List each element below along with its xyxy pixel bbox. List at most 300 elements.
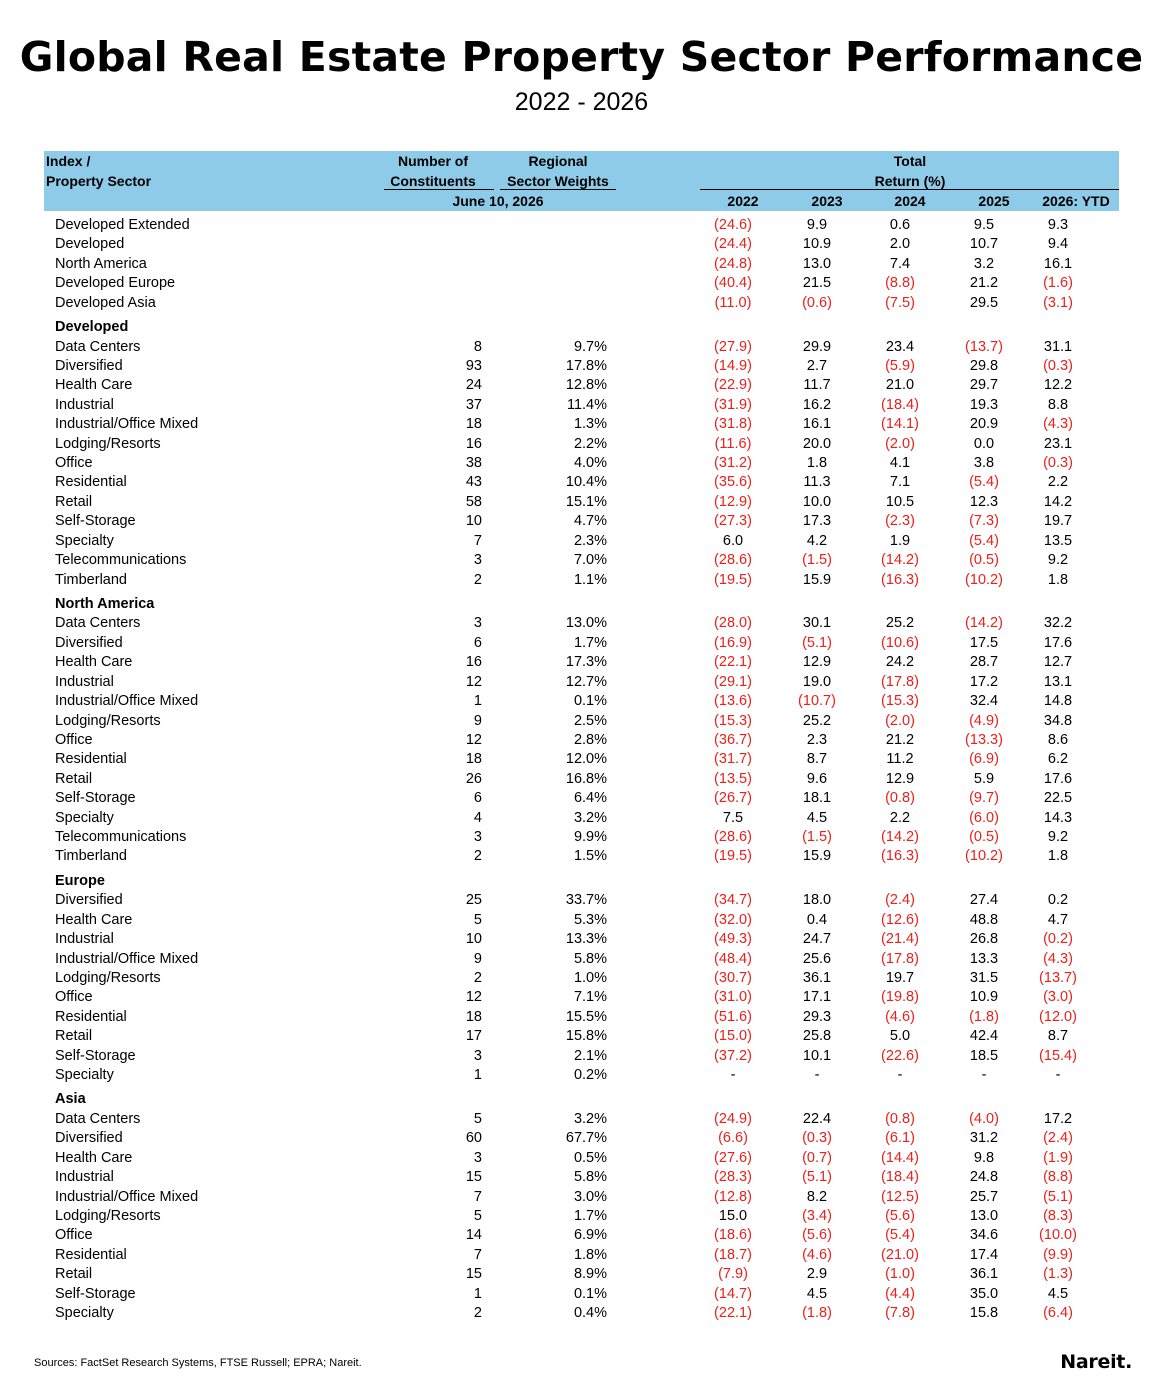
table-row — [0, 789, 1163, 808]
constituents-count: 43 — [465, 474, 482, 491]
return-value-2025: 3.2 — [973, 255, 995, 272]
table-row — [0, 1047, 1163, 1066]
return-value-2026-ytd: (4.3) — [1043, 950, 1073, 967]
return-value-2023: 21.5 — [802, 275, 832, 292]
return-value-2023: (5.1) — [802, 634, 832, 651]
sector-name: Residential — [55, 474, 127, 491]
return-value-2026-ytd: (1.6) — [1043, 275, 1073, 292]
sector-weight: 5.8% — [573, 950, 607, 967]
sector-weight: 12.7% — [565, 673, 607, 690]
return-value-2025: 12.3 — [969, 493, 999, 510]
sector-weight: 15.1% — [565, 493, 607, 510]
table-row — [0, 274, 1163, 293]
sector-weight: 3.0% — [573, 1188, 607, 1205]
return-value-2022: (29.1) — [714, 673, 752, 690]
sector-name: Retail — [55, 1028, 93, 1045]
return-value-2026-ytd: 8.6 — [1047, 731, 1069, 748]
table-row — [0, 692, 1163, 711]
return-value-2024: 5.0 — [889, 1028, 911, 1045]
return-value-2025: (5.4) — [969, 474, 999, 491]
sector-name: Self-Storage — [55, 1047, 136, 1064]
return-value-2024: (16.3) — [881, 571, 919, 588]
sector-weight: 10.4% — [565, 474, 607, 491]
table-row — [0, 1066, 1163, 1085]
return-value-2026-ytd: 22.5 — [1043, 790, 1073, 807]
sector-name: Retail — [55, 493, 93, 510]
return-value-2024: (1.0) — [885, 1266, 915, 1283]
return-value-2024: 12.9 — [885, 770, 915, 787]
return-value-2024: (2.0) — [885, 435, 915, 452]
return-value-2025: 9.8 — [973, 1149, 995, 1166]
table-row — [0, 396, 1163, 415]
constituents-count: 3 — [473, 829, 482, 846]
sector-weight: 11.4% — [566, 396, 607, 413]
return-value-2022: (27.9) — [714, 338, 752, 355]
return-value-2026-ytd: 17.6 — [1043, 634, 1073, 651]
return-value-2025: 24.8 — [969, 1169, 999, 1186]
table-row — [0, 1149, 1163, 1168]
sector-name: Self-Storage — [55, 790, 136, 807]
return-value-2025: 13.0 — [969, 1208, 999, 1224]
return-value-2025: (0.5) — [969, 552, 999, 569]
header-weights-line2: Sector Weights — [507, 173, 609, 189]
sector-name: Specialty — [55, 1067, 114, 1084]
sector-name: Residential — [55, 751, 127, 768]
return-value-2023: 13.0 — [802, 255, 832, 272]
return-value-2025: (6.9) — [969, 751, 999, 768]
return-value-2025: 29.5 — [969, 294, 999, 311]
return-value-2024: (2.4) — [885, 892, 915, 909]
return-value-2023: 11.7 — [803, 377, 831, 394]
sector-name: Office — [55, 989, 93, 1006]
sector-weight: 9.7% — [573, 338, 607, 355]
return-value-2025: (14.2) — [965, 615, 1003, 632]
return-value-2024: (7.5) — [885, 294, 915, 311]
table-row — [0, 435, 1163, 454]
table-header — [44, 151, 1119, 211]
sector-weight: 8.9% — [573, 1266, 607, 1283]
table-row — [0, 376, 1163, 395]
table-row — [0, 673, 1163, 692]
return-value-2023: 10.0 — [802, 493, 832, 510]
sector-weight: 3.2% — [573, 1110, 607, 1127]
constituents-count: 2 — [473, 969, 482, 986]
constituents-count: 8 — [473, 338, 482, 355]
sector-weight: 7.1% — [573, 989, 607, 1006]
return-value-2025: 20.9 — [969, 416, 999, 433]
return-value-2025: 13.3 — [969, 950, 999, 967]
sector-weight: 3.2% — [573, 809, 607, 826]
return-value-2024: (14.1) — [881, 416, 919, 433]
table-row — [0, 770, 1163, 789]
return-value-2022: (30.7) — [714, 969, 752, 986]
return-value-2023: 36.1 — [802, 969, 832, 986]
sector-weight: 0.2% — [573, 1067, 607, 1084]
table-row — [0, 235, 1163, 254]
return-value-2024: 19.7 — [885, 969, 915, 986]
sector-name: Industrial/Office Mixed — [55, 693, 199, 710]
sector-name: Office — [55, 731, 93, 748]
table-row — [0, 357, 1163, 376]
sector-weight: 1.3% — [573, 416, 607, 433]
return-value-2026-ytd: (8.3) — [1043, 1208, 1073, 1224]
return-value-2022: (28.6) — [714, 552, 752, 569]
return-value-2022: (28.0) — [714, 615, 752, 632]
sector-name: Timberland — [55, 848, 127, 865]
header-total-line2: Return (%) — [874, 173, 946, 189]
sector-weight: 4.7% — [573, 513, 607, 530]
return-value-2022: (51.6) — [714, 1008, 752, 1025]
header-weights-line1: Regional — [528, 153, 588, 169]
return-value-2023: 1.8 — [806, 455, 828, 472]
return-value-2026-ytd: (2.4) — [1043, 1130, 1073, 1147]
return-value-2026-ytd: 9.2 — [1047, 829, 1069, 846]
sector-name: Self-Storage — [55, 513, 136, 530]
return-value-2025: 36.1 — [969, 1266, 999, 1283]
table-row — [0, 216, 1163, 235]
sector-weight: 13.0% — [565, 615, 607, 632]
return-value-2023: 2.7 — [806, 357, 828, 374]
return-value-2022: (24.6) — [714, 217, 752, 233]
table-row — [0, 1246, 1163, 1265]
return-value-2024: - — [897, 1067, 903, 1084]
constituents-count: 58 — [465, 493, 482, 510]
return-value-2026-ytd: (0.2) — [1043, 931, 1073, 948]
table-row — [0, 1027, 1163, 1046]
return-value-2024: (14.2) — [881, 552, 919, 569]
constituents-count: 18 — [465, 416, 482, 433]
return-value-2022: (22.9) — [714, 377, 752, 394]
constituents-count: 93 — [465, 357, 482, 374]
return-value-2024: (15.3) — [881, 693, 919, 710]
return-value-2025: 18.5 — [969, 1047, 999, 1064]
return-value-2023: (1.5) — [802, 829, 832, 846]
return-value-2023: 18.0 — [802, 892, 832, 909]
constituents-count: 24 — [465, 377, 482, 394]
table-row — [0, 828, 1163, 847]
header-date: June 10, 2026 — [452, 193, 544, 209]
sector-weight: 2.1% — [573, 1047, 607, 1064]
table-row — [0, 988, 1163, 1007]
sources-note: Sources: FactSet Research Systems, FTSE Russell; EPRA; Nareit. — [34, 1357, 362, 1369]
table-row — [0, 1207, 1163, 1226]
return-value-2023: (0.6) — [802, 294, 832, 311]
return-value-2023: (0.3) — [802, 1130, 832, 1147]
table-row — [0, 571, 1163, 590]
sector-name: Industrial — [55, 396, 114, 413]
table-row — [0, 950, 1163, 969]
sector-name: Developed Extended — [55, 217, 190, 233]
return-value-2026-ytd: 13.5 — [1043, 532, 1073, 549]
return-value-2024: 21.2 — [885, 731, 915, 748]
return-value-2026-ytd: 12.2 — [1043, 377, 1073, 394]
return-value-2024: (22.6) — [881, 1047, 919, 1064]
sector-weight: 0.1% — [573, 693, 607, 710]
return-value-2022: (35.6) — [714, 474, 752, 491]
sector-name: Specialty — [55, 809, 114, 826]
constituents-count: 7 — [473, 1188, 482, 1205]
header-year-2023: 2023 — [811, 193, 843, 209]
return-value-2022: (18.6) — [714, 1227, 752, 1244]
return-value-2024: (2.3) — [885, 513, 915, 530]
return-value-2023: 19.0 — [802, 673, 832, 690]
constituents-count: 3 — [473, 1149, 482, 1166]
table-row — [0, 847, 1163, 866]
return-value-2026-ytd: 34.8 — [1043, 712, 1073, 729]
return-value-2026-ytd: 9.2 — [1047, 552, 1069, 569]
return-value-2022: (37.2) — [714, 1047, 752, 1064]
constituents-count: 10 — [465, 931, 482, 948]
sector-weight: 15.8% — [565, 1028, 607, 1045]
return-value-2024: (12.6) — [881, 911, 919, 928]
return-value-2026-ytd: 13.1 — [1043, 673, 1073, 690]
return-value-2023: (5.6) — [802, 1227, 832, 1244]
return-value-2025: 29.8 — [969, 357, 999, 374]
sector-name: Lodging/Resorts — [55, 969, 161, 986]
return-value-2025: 15.8 — [969, 1305, 999, 1322]
return-value-2026-ytd: 17.2 — [1043, 1110, 1073, 1127]
sector-weight: 1.1% — [573, 571, 607, 588]
return-value-2025: 31.5 — [969, 969, 999, 986]
sector-name: Industrial/Office Mixed — [55, 950, 199, 967]
header-year-2022: 2022 — [727, 193, 759, 209]
return-value-2022: (19.5) — [714, 571, 752, 588]
return-value-2023: 0.4 — [806, 911, 828, 928]
constituents-count: 9 — [473, 950, 482, 967]
sector-weight: 17.8% — [565, 357, 607, 374]
return-value-2026-ytd: 12.7 — [1043, 654, 1073, 671]
return-value-2024: (18.4) — [881, 1169, 919, 1186]
return-value-2025: (1.8) — [969, 1008, 999, 1025]
return-value-2025: 0.0 — [973, 435, 995, 452]
return-value-2023: (1.5) — [802, 552, 832, 569]
sector-name: Diversified — [55, 634, 123, 651]
return-value-2026-ytd: (0.3) — [1043, 455, 1073, 472]
return-value-2024: 11.2 — [886, 751, 914, 768]
sector-weight: 6.9% — [573, 1227, 607, 1244]
return-value-2025: (5.4) — [969, 532, 999, 549]
return-value-2024: (5.4) — [885, 1227, 915, 1244]
return-value-2023: 17.1 — [802, 989, 832, 1006]
table-row — [0, 1168, 1163, 1187]
constituents-count: 2 — [473, 848, 482, 865]
return-value-2022: (12.8) — [714, 1188, 752, 1205]
return-value-2026-ytd: 32.2 — [1043, 615, 1073, 632]
header-year-2024: 2024 — [894, 193, 926, 209]
return-value-2026-ytd: (10.0) — [1039, 1227, 1077, 1244]
return-value-2022: (31.9) — [714, 396, 752, 413]
constituents-count: 3 — [473, 1047, 482, 1064]
header-index-line1: Index / — [46, 153, 91, 169]
return-value-2024: 7.1 — [889, 474, 911, 491]
return-value-2023: 8.2 — [806, 1188, 828, 1205]
return-value-2022: (12.9) — [714, 493, 752, 510]
return-value-2023: 2.3 — [806, 731, 828, 748]
sector-name: Diversified — [55, 892, 123, 909]
sector-name: Retail — [55, 1266, 93, 1283]
return-value-2023: 15.9 — [802, 571, 832, 588]
table-row — [0, 473, 1163, 492]
sector-name: Residential — [55, 1008, 127, 1025]
sector-weight: 2.5% — [573, 712, 607, 729]
return-value-2026-ytd: 6.2 — [1047, 751, 1069, 768]
return-value-2023: 4.5 — [806, 809, 828, 826]
constituents-count: 25 — [465, 892, 482, 909]
return-value-2022: - — [730, 1067, 736, 1084]
constituents-count: 6 — [473, 790, 482, 807]
return-value-2025: (10.2) — [965, 848, 1003, 865]
weights-underline — [500, 189, 616, 190]
constituents-count: 5 — [473, 911, 482, 928]
constituents-count: 5 — [473, 1110, 482, 1127]
return-value-2026-ytd: 4.7 — [1047, 911, 1069, 928]
sector-name: North America — [55, 255, 147, 272]
return-value-2023: 9.6 — [806, 770, 828, 787]
return-value-2024: (18.4) — [881, 396, 919, 413]
sector-weight: 13.3% — [565, 931, 607, 948]
sector-weight: 17.3% — [565, 654, 607, 671]
return-value-2024: 4.1 — [889, 455, 911, 472]
return-value-2024: (0.8) — [885, 1110, 915, 1127]
return-value-2025: (10.2) — [965, 571, 1003, 588]
constituents-count: 12 — [465, 731, 482, 748]
return-value-2024: 10.5 — [885, 493, 915, 510]
sector-name: Industrial — [55, 673, 114, 690]
sector-name: Office — [55, 455, 93, 472]
return-value-2026-ytd: 1.8 — [1047, 571, 1069, 588]
constituents-count: 7 — [473, 1246, 482, 1263]
return-value-2024: (6.1) — [885, 1130, 915, 1147]
return-value-2025: 31.2 — [969, 1130, 999, 1147]
return-value-2023: (0.7) — [802, 1149, 832, 1166]
return-value-2026-ytd: (1.3) — [1043, 1266, 1073, 1283]
table-row — [0, 634, 1163, 653]
sector-name: Developed Europe — [55, 275, 176, 292]
return-value-2024: 0.6 — [889, 217, 911, 233]
sector-weight: 12.0% — [565, 751, 607, 768]
table-row — [0, 712, 1163, 731]
constituents-count: 15 — [465, 1266, 482, 1283]
sector-name: Office — [55, 1227, 93, 1244]
return-value-2026-ytd: (1.9) — [1043, 1149, 1073, 1166]
constituents-underline — [384, 189, 494, 190]
return-value-2022: (16.9) — [714, 634, 752, 651]
return-value-2025: 10.9 — [969, 989, 999, 1006]
sector-name: Self-Storage — [55, 1285, 136, 1302]
return-value-2022: (32.0) — [714, 911, 752, 928]
return-value-2026-ytd: (6.4) — [1043, 1305, 1073, 1322]
return-value-2023: (3.4) — [802, 1208, 832, 1224]
return-value-2025: (13.7) — [965, 338, 1003, 355]
return-value-2022: (40.4) — [714, 275, 752, 292]
return-value-2025: (4.0) — [969, 1110, 999, 1127]
sector-weight: 67.7% — [565, 1130, 607, 1147]
return-value-2025: 48.8 — [969, 911, 999, 928]
sector-weight: 6.4% — [573, 790, 607, 807]
return-value-2026-ytd: (3.0) — [1043, 989, 1073, 1006]
return-value-2024: (14.4) — [881, 1149, 919, 1166]
constituents-count: 60 — [465, 1130, 482, 1147]
return-value-2026-ytd: 16.1 — [1043, 255, 1073, 272]
section-title: Developed — [55, 319, 129, 336]
constituents-count: 17 — [465, 1028, 482, 1045]
return-value-2026-ytd: (3.1) — [1043, 294, 1073, 311]
constituents-count: 12 — [465, 673, 482, 690]
sector-name: Health Care — [55, 654, 133, 671]
return-value-2025: 25.7 — [969, 1188, 999, 1205]
table-row — [0, 551, 1163, 570]
sector-weight: 4.0% — [573, 455, 607, 472]
return-value-2025: 21.2 — [969, 275, 999, 292]
return-value-2022: (13.6) — [714, 693, 752, 710]
return-value-2023: 30.1 — [802, 615, 832, 632]
return-value-2022: (49.3) — [714, 931, 752, 948]
return-value-2025: 34.6 — [969, 1227, 999, 1244]
sector-name: Retail — [55, 770, 93, 787]
return-value-2023: 22.4 — [802, 1110, 832, 1127]
return-value-2022: (31.8) — [714, 416, 752, 433]
sector-name: Industrial — [55, 1169, 114, 1186]
return-value-2022: 6.0 — [722, 532, 744, 549]
return-value-2026-ytd: (4.3) — [1043, 416, 1073, 433]
return-value-2025: 9.5 — [973, 217, 995, 233]
table-row — [0, 415, 1163, 434]
sector-name: Health Care — [55, 377, 133, 394]
table-row — [0, 1110, 1163, 1129]
sector-name: Lodging/Resorts — [55, 712, 161, 729]
return-value-2025: (4.9) — [969, 712, 999, 729]
return-value-2023: 9.9 — [806, 217, 828, 233]
return-value-2022: (31.7) — [714, 751, 752, 768]
return-value-2023: 4.5 — [806, 1285, 828, 1302]
table-row — [0, 969, 1163, 988]
constituents-count: 16 — [465, 654, 482, 671]
return-value-2024: (14.2) — [881, 829, 919, 846]
return-value-2024: (19.8) — [881, 989, 919, 1006]
return-value-2024: (21.0) — [881, 1246, 919, 1263]
return-value-2022: (15.3) — [714, 712, 752, 729]
return-value-2025: 17.5 — [969, 634, 999, 651]
return-value-2024: (4.6) — [885, 1008, 915, 1025]
return-value-2022: (14.9) — [714, 357, 752, 374]
return-value-2022: (28.3) — [714, 1169, 752, 1186]
return-value-2025: (13.3) — [965, 731, 1003, 748]
sector-name: Diversified — [55, 1130, 123, 1147]
return-value-2025: (0.5) — [969, 829, 999, 846]
return-value-2022: (18.7) — [714, 1246, 752, 1263]
return-value-2025: (6.0) — [969, 809, 999, 826]
return-value-2024: 25.2 — [885, 615, 915, 632]
return-value-2024: (5.9) — [885, 357, 915, 374]
sector-weight: 1.5% — [573, 848, 607, 865]
sector-name: Health Care — [55, 1149, 133, 1166]
sector-weight: 5.8% — [573, 1169, 607, 1186]
return-value-2024: (16.3) — [881, 848, 919, 865]
sector-weight: 33.7% — [565, 892, 607, 909]
table-row — [0, 750, 1163, 769]
sector-weight: 0.5% — [573, 1149, 607, 1166]
constituents-count: 7 — [473, 532, 482, 549]
sector-weight: 1.8% — [573, 1246, 607, 1263]
return-value-2026-ytd: 17.6 — [1043, 770, 1073, 787]
return-value-2023: 18.1 — [802, 790, 832, 807]
return-value-2023: 15.9 — [802, 848, 832, 865]
nareit-logo: Nareit. — [1060, 1351, 1132, 1373]
return-value-2024: 24.2 — [885, 654, 915, 671]
return-value-2022: 7.5 — [722, 809, 744, 826]
return-value-2026-ytd: 23.1 — [1043, 435, 1073, 452]
return-value-2026-ytd: 2.2 — [1047, 474, 1069, 491]
